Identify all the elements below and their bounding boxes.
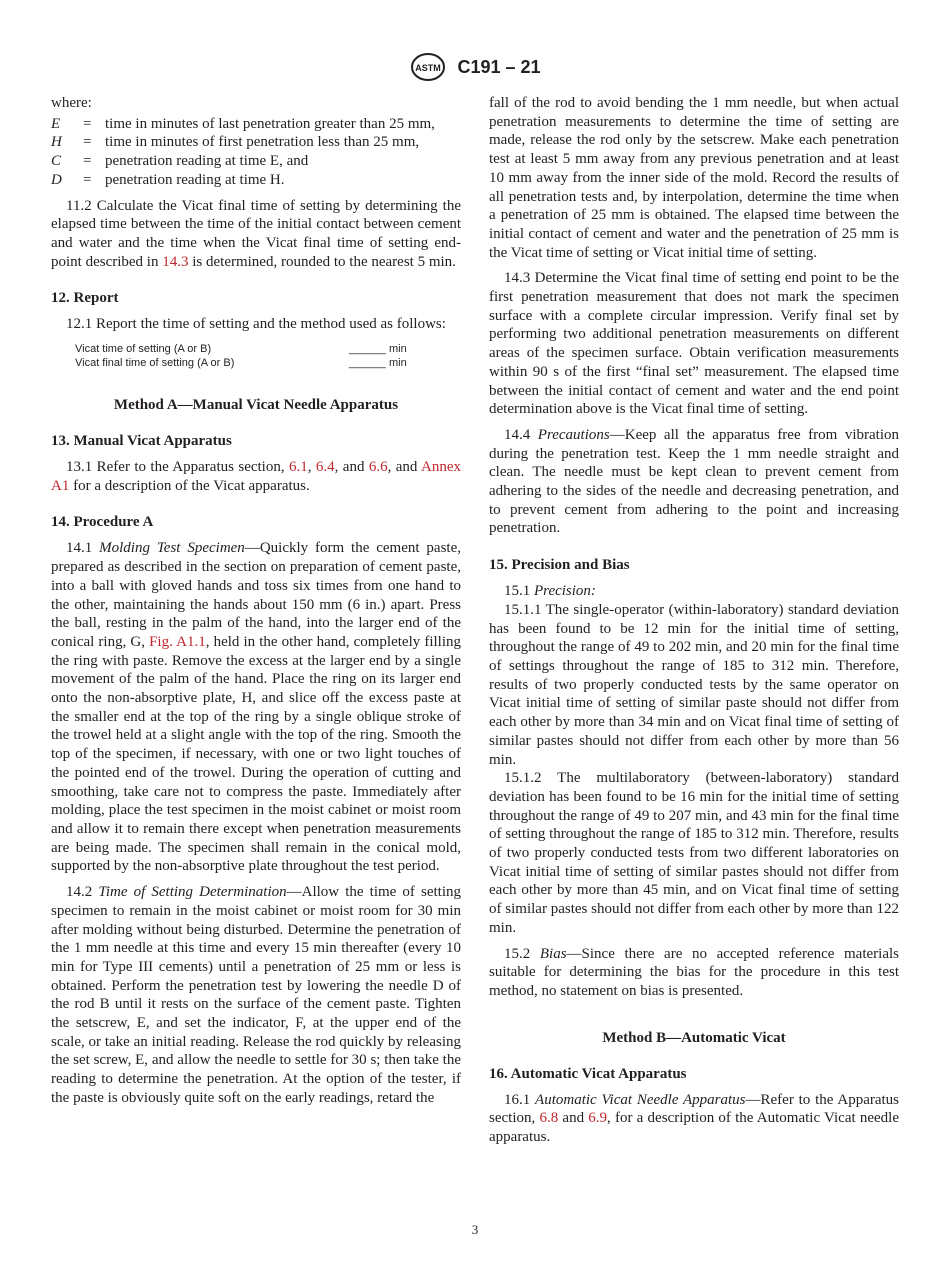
paragraph-14-1: 14.1 Molding Test Specimen—Quickly form the cement paste, prepared as described in the section on preparation of cement paste, into a ball with gloved hands and toss six times from one hand to the other, maintaining the hands about 150 mm (6 in.) apart. Press the ball, resting in the palm of the hand, into the larger end of the conical ring, G, Fig. A1.1, held in the other hand, completely filling the ring with paste. Remove the excess at the larger end by a single movement of the palm of the hand. Place the ring on its larger end onto the non-absorptive plate, H, and slice off the excess paste at the smaller end at the top of the ring by a single oblique stroke of the trowel held at a slight angle with the top of the ring. Smooth the top of the specimen, if necessary, with one or two light touches of the pointed end of the trowel. During the operation of cutting and smoothing, take care not to compress the paste. Immediately after molding, place the test specimen in the moist cabinet or moist room and allow it to remain there except when penetration measurements are being made. The specimen shall remain in the conical mold, supported by the non-absorptive plate throughout the test period. [51,540,461,875]
paragraph-12-1: 12.1 Report the time of setting and the method used as follows: [66,316,446,333]
section-heading-report: 12. Report [51,290,119,307]
svg-text:ASTM: ASTM [415,63,442,73]
page-number: 3 [471,1222,479,1237]
definition-row: C = penetration reading at time E, and [51,153,309,170]
paragraph-14-4: 14.4 Precautions—Keep all the apparatus free from vibration during the penetration test. Keep the 1 mm needle straight and clean. The needle must be kept clean to prevent cement from adhering to the sides of the needle and decreasing penetration, and to prevent cement from adhering to the point and increasing penetration. [489,426,900,537]
report-row: Vicat final time of setting (A or B) ______ min [75,357,407,370]
right-column [489,94,899,1154]
annex-link[interactable]: Annex A1 [51,459,461,494]
figure-link[interactable]: Fig. A1.1 [149,633,206,650]
paragraph-14-2-continued: fall of the rod to avoid bending the 1 mm needle, but when actual penetration measurements to determine the time of setting are made, release the rod only by the setscrew. Make each penetration test at least 5 mm away from any previous penetration and at least 10 mm away from the inner side of the mold. Record the results of all penetration tests and, by interpolation, determine the time when a penetration of 25 mm is obtained. The elapsed time between the initial contact of cement and water and the penetration of 25 mm is the Vicat time of setting or Vicat initial time of setting. [489,95,899,261]
paragraph-13-1: 13.1 Refer to the Apparatus section, 6.1, 6.4, and 6.6, and Annex A1 for a description of the Vicat apparatus. [51,459,461,494]
report-table [75,342,461,370]
left-column [51,94,461,1115]
section-link[interactable]: 6.8 [539,1110,559,1127]
paragraph-15-2: 15.2 Bias—Since there are no accepted reference materials suitable for determining the bias for the procedure in this test method, no statement on bias is presented. [489,945,899,999]
method-b-heading: Method B—Automatic Vicat [602,1029,786,1046]
section-heading-14: 14. Procedure A [51,514,154,531]
paragraph-16-1: 16.1 Automatic Vicat Needle Apparatus—Refer to the Apparatus section, 6.8 and 6.9, for a description of the Automatic Vicat needle apparatus. [489,1091,900,1146]
variable-definitions [51,115,461,190]
definition-row: D = penetration reading at time H. [51,171,285,188]
section-link[interactable]: 6.6 [368,459,388,476]
paragraph-15-1: 15.1 Precision: [504,583,596,600]
paragraph-15-1-1: 15.1.1 The single-operator (within-laboratory) standard deviation has been found to be 12 min for the initial time of setting, throughout the range of 49 to 202 min, and 20 min for the final time of settings throughout the range of 185 to 312 min. Therefore, results of two properly conducted tests by the same operator on Vicat initial time of setting of similar paste should not differ from each other by more than 34 min and on Vicat final time of setting of similar pastes should not differ from each other by more than 56 min. [489,601,899,768]
method-a-heading: Method A—Manual Vicat Needle Apparatus [113,397,399,414]
astm-logo-icon [409,52,447,82]
paragraph-11-2: 11.2 Calculate the Vicat final time of setting by determining the elapsed time between the time of the initial contact between cement and water and the time when the Vicat final time of setting end-point described in 14.3 is determined, rounded to the nearest 5 min. [51,197,461,270]
where-label: where: [51,95,92,111]
section-heading-16: 16. Automatic Vicat Apparatus [489,1065,687,1082]
page-header [0,52,950,82]
section-link[interactable]: 6.4 [315,459,335,476]
section-heading-13: 13. Manual Vicat Apparatus [51,433,232,450]
section-link[interactable]: 6.1 [289,459,308,476]
paragraph-14-2: 14.2 Time of Setting Determination—Allow the time of setting specimen to remain in the moist cabinet or moist room for 30 min after molding without being disturbed. Determine the penetration of the 1 mm needle at this time and every 15 min thereafter (every 10 min for Type III cements) until a penetration of 25 mm or less is obtained. Perform the penetration test by lowering the needle D of the rod B until it rests on the surface of the cement paste. Tighten the setscrew, E, and set the indicator, F, at the upper end of the scale, or take an initial reading. Release the rod quickly by releasing the set screw, E, and allow the needle to settle for 30 s; then take the reading to determine the penetration. At the option of the tester, if the paste is obviously quite soft on the early readings, retard the [51,884,462,1106]
paragraph-14-3: 14.3 Determine the Vicat final time of setting end point to be the first penetration measurement that does not mark the specimen surface with a complete circular impression. Verify final set by performing two additional penetration measurements on different areas of the specimen surface. Obtain verification measurements within 90 s of the first “final set” measurement. The elapsed time between the initial contact of cement and water and the end point determination above is the Vicat final time of setting. [489,270,899,418]
standard-code: C191 – 21 [457,56,541,77]
paragraph-15-1-2: 15.1.2 The multilaboratory (between-laboratory) standard deviation has been found to be 16 min for the initial time of setting throughout the range of 49 to 207 min, and 43 min for the final time of setting throughout the range of 185 to 312 min. Therefore, results of two properly conducted tests from two different laboratories on Vicat initial time of setting of similar pastes should not differ from each other by more than 45 min, and on Vicat final time of setting of similar pastes should not differ from each other by more than 122 min. [489,770,899,936]
section-link[interactable]: 14.3 [162,253,189,270]
definition-row: H = time in minutes of first penetration less than 25 mm, [51,134,420,151]
report-row: Vicat time of setting (A or B) ______ min [75,343,407,356]
definition-row: E = time in minutes of last penetration greater than 25 mm, [51,115,435,132]
section-heading-15: 15. Precision and Bias [489,557,630,574]
section-link[interactable]: 6.9 [588,1110,608,1127]
